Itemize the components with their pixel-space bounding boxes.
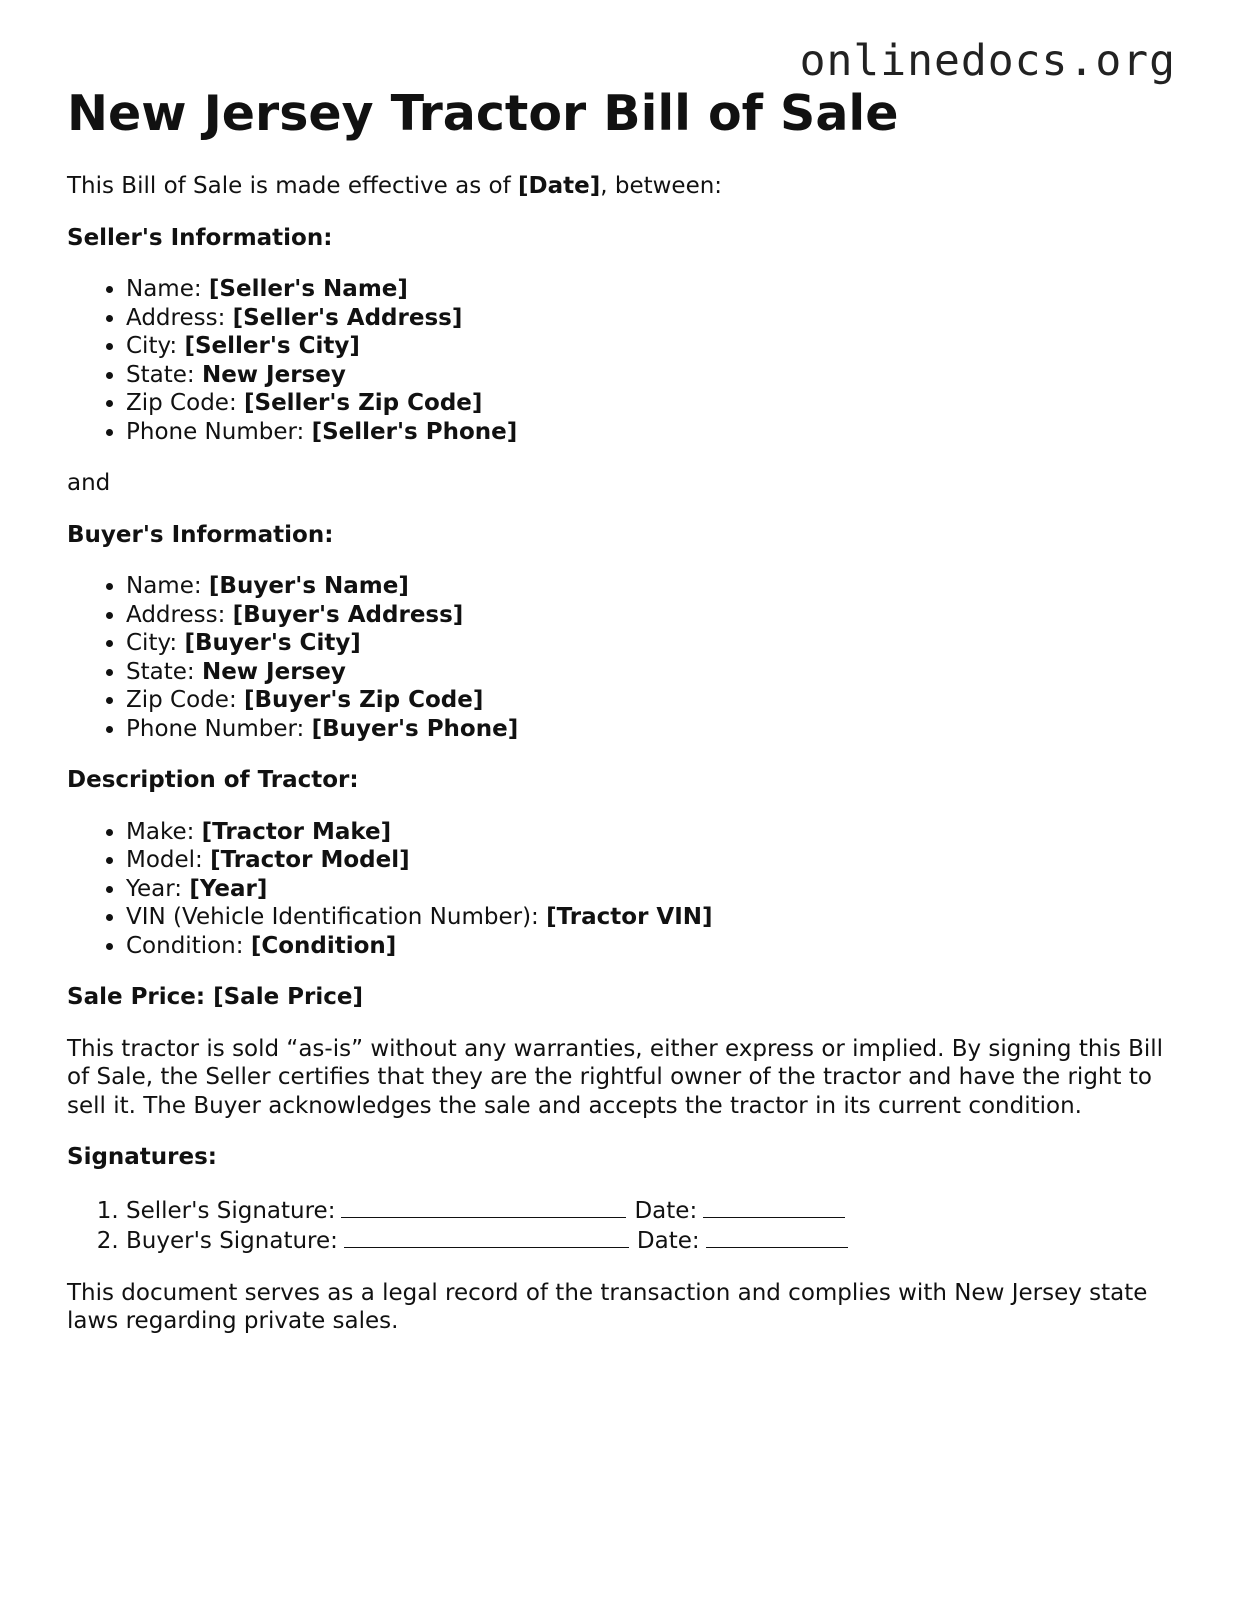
buyer-signature-label: Buyer's Signature: xyxy=(126,1228,338,1254)
tractor-info-list xyxy=(67,818,1177,961)
field-value: New Jersey xyxy=(201,658,346,685)
list-item xyxy=(126,332,1177,361)
list-item xyxy=(126,932,1177,961)
list-item xyxy=(126,629,1177,658)
field-value: [Seller's Zip Code] xyxy=(244,390,483,416)
field-label: Year: xyxy=(126,875,190,902)
field-label: Name: xyxy=(126,573,209,599)
field-label: Address: xyxy=(126,304,233,331)
list-item xyxy=(126,715,1177,744)
seller-signature-label: Seller's Signature: xyxy=(126,1197,336,1224)
field-value: [Seller's Phone] xyxy=(311,418,518,445)
list-item xyxy=(126,686,1177,715)
list-item xyxy=(126,304,1177,333)
closing-paragraph: This document serves as a legal record of the transaction and complies with New Jersey state laws regarding private sales. xyxy=(67,1279,1148,1334)
field-value: [Year] xyxy=(189,875,268,902)
field-value: [Buyer's City] xyxy=(184,630,361,656)
sale-price-heading: Sale Price: [Sale Price] xyxy=(67,984,364,1010)
buyer-date-line xyxy=(706,1225,848,1248)
field-value: [Buyer's Name] xyxy=(208,573,409,599)
field-value: [Seller's City] xyxy=(184,333,360,359)
field-value: New Jersey xyxy=(201,361,346,388)
field-label: City: xyxy=(126,333,185,359)
field-label: State: xyxy=(126,361,202,388)
list-item xyxy=(126,875,1177,904)
field-value: [Tractor VIN] xyxy=(546,904,713,930)
list-item xyxy=(126,1195,1177,1226)
field-value: [Condition] xyxy=(250,932,397,959)
tractor-section-heading: Description of Tractor: xyxy=(67,767,359,793)
field-label: City: xyxy=(126,630,185,656)
list-item xyxy=(126,1225,1177,1256)
field-label: Make: xyxy=(126,818,202,845)
buyer-date-label: Date: xyxy=(636,1228,700,1254)
field-label: VIN (Vehicle Identification Number): xyxy=(126,904,547,930)
field-label: Zip Code: xyxy=(126,390,244,416)
field-label: Zip Code: xyxy=(126,687,244,713)
list-item xyxy=(126,389,1177,418)
signatures-heading: Signatures: xyxy=(67,1144,218,1170)
list-item xyxy=(126,818,1177,847)
effective-date-placeholder: [Date] xyxy=(517,173,601,199)
list-item xyxy=(126,361,1177,390)
list-item xyxy=(126,846,1177,875)
list-item xyxy=(126,418,1177,447)
field-value: [Seller's Name] xyxy=(208,276,408,302)
field-value: [Tractor Model] xyxy=(210,847,410,873)
field-value: [Seller's Address] xyxy=(232,304,463,331)
intro-paragraph xyxy=(67,172,1177,201)
field-label: Address: xyxy=(126,601,233,628)
intro-suffix: , between: xyxy=(600,173,723,199)
seller-info-list xyxy=(67,275,1177,446)
list-item xyxy=(126,601,1177,630)
list-item xyxy=(126,275,1177,304)
seller-date-label: Date: xyxy=(634,1197,698,1224)
seller-date-line xyxy=(703,1195,845,1218)
list-item xyxy=(126,903,1177,932)
and-text: and xyxy=(67,470,111,496)
buyer-signature-line xyxy=(344,1225,629,1248)
field-value: [Buyer's Phone] xyxy=(311,715,519,742)
intro-prefix: This Bill of Sale is made effective as of xyxy=(67,173,518,199)
buyer-section-heading: Buyer's Information: xyxy=(67,521,334,548)
as-is-paragraph: This tractor is sold “as-is” without any warranties, either express or implied. By signing this Bill of Sale, the Seller certifies that they are the rightful owner of the tractor and have the right to sell it. The Buyer acknowledges the sale and accepts the tractor in its current condition. xyxy=(67,1035,1164,1119)
list-item xyxy=(126,572,1177,601)
field-label: Phone Number: xyxy=(126,418,312,445)
field-label: Name: xyxy=(126,276,209,302)
seller-section-heading: Seller's Information: xyxy=(67,224,333,251)
signatures-list xyxy=(67,1195,1177,1256)
buyer-info-list xyxy=(67,572,1177,743)
seller-signature-line xyxy=(341,1195,626,1218)
field-label: State: xyxy=(126,658,202,685)
field-label: Phone Number: xyxy=(126,715,312,742)
field-value: [Buyer's Zip Code] xyxy=(244,687,484,713)
field-label: Condition: xyxy=(126,932,251,959)
field-value: [Buyer's Address] xyxy=(232,601,464,628)
document-page xyxy=(67,84,1177,1336)
field-value: [Tractor Make] xyxy=(201,818,392,845)
watermark-logo: onlinedocs.org xyxy=(799,36,1176,86)
document-title: New Jersey Tractor Bill of Sale xyxy=(67,85,899,142)
field-label: Model: xyxy=(126,847,211,873)
list-item xyxy=(126,658,1177,687)
